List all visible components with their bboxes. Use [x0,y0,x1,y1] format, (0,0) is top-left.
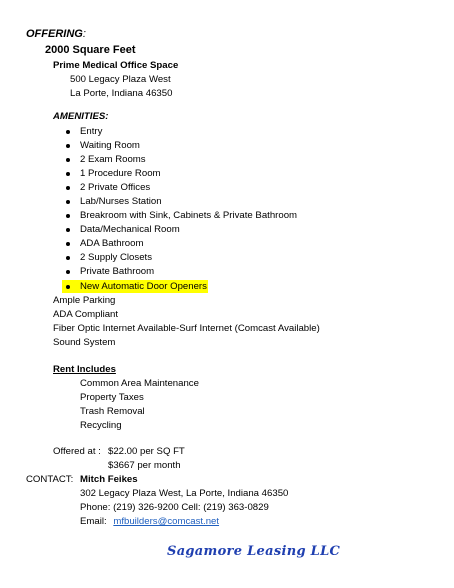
bullet-icon [66,158,70,162]
rent-item: Common Area Maintenance [80,378,199,389]
rent-heading: Rent Includes [53,364,116,375]
bullet-icon [66,130,70,134]
amenity-item-highlighted: New Automatic Door Openers [80,281,207,292]
bullet-icon [66,285,70,289]
bullet-icon [66,172,70,176]
extra-item: Fiber Optic Internet Available-Surf Internet (Comcast Available) [53,323,320,334]
offering-label: OFFERING [26,28,83,40]
amenity-item: ADA Bathroom [80,238,144,249]
offering-heading [26,28,86,40]
amenity-item: Waiting Room [80,140,140,151]
bullet-icon [66,270,70,274]
offering-size: 2000 Square Feet [45,44,136,56]
amenity-item: Lab/Nurses Station [80,196,162,207]
rent-item: Recycling [80,420,122,431]
email-label: Email: [80,516,107,527]
amenity-item: Breakroom with Sink, Cabinets & Private Bathroom [80,210,298,221]
bullet-icon [66,228,70,232]
bullet-icon [66,186,70,190]
contact-address: 302 Legacy Plaza West, La Porte, Indiana 46350 [80,488,289,499]
bullet-icon [66,200,70,204]
amenity-item: 2 Supply Closets [80,252,152,263]
bullet-icon [66,144,70,148]
price-per-month: $3667 per month [108,460,181,471]
offering-colon: : [82,28,86,40]
contact-name: Mitch Feikes [80,474,138,485]
pricing-label: Offered at : [53,446,101,457]
amenity-item: Private Bathroom [80,266,155,277]
amenity-item: Entry [80,126,103,137]
amenity-item: 2 Private Offices [80,182,151,193]
space-type: Prime Medical Office Space [53,60,179,71]
bullet-icon [66,242,70,246]
property-address-line1: 500 Legacy Plaza West [70,74,171,85]
company-logo-text: Sagamore Leasing LLC [167,544,341,559]
rent-item: Property Taxes [80,392,144,403]
amenity-item: Data/Mechanical Room [80,224,180,235]
contact-phone: Phone: (219) 326-9200 Cell: (219) 363-0829 [80,502,269,513]
amenity-item: 2 Exam Rooms [80,154,146,165]
amenity-item: 1 Procedure Room [80,168,161,179]
rent-item: Trash Removal [80,406,145,417]
contact-label: CONTACT: [26,474,74,485]
property-address-line2: La Porte, Indiana 46350 [70,88,173,99]
extra-item: Sound System [53,337,116,348]
email-link[interactable]: mfbuilders@comcast.net [113,516,220,527]
amenities-heading: AMENITIES: [53,111,109,122]
extra-item: Ample Parking [53,295,116,306]
extra-item: ADA Compliant [53,309,119,320]
bullet-icon [66,214,70,218]
price-per-sqft: $22.00 per SQ FT [108,446,185,457]
contact-email-row [80,516,219,528]
bullet-icon [66,256,70,260]
